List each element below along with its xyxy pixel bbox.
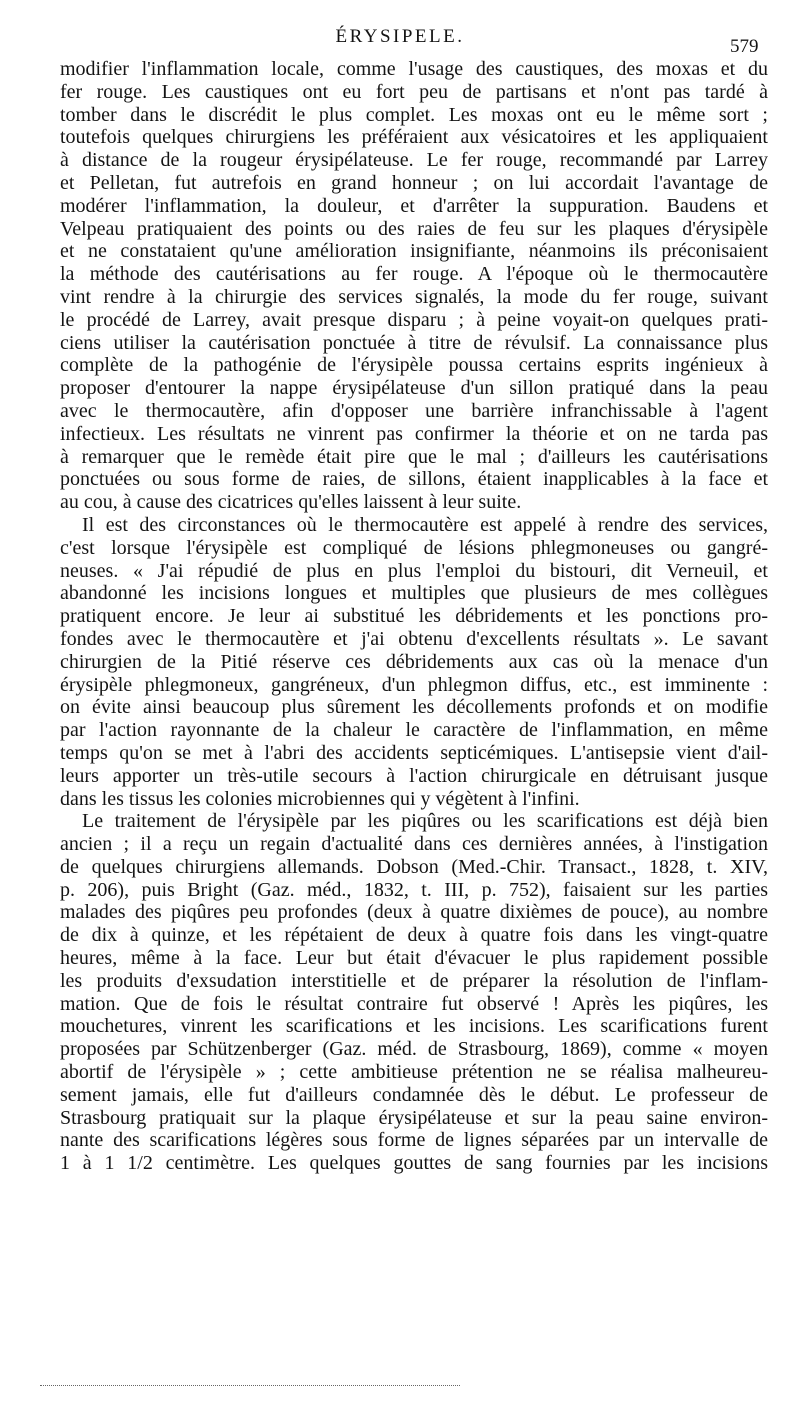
text-line: 1 à 1 1/2 centimètre. Les quelques gouttes de sang fournies par les incisions bbox=[60, 1152, 768, 1175]
text-line: temps qu'on se met à l'abri des accidents septicémiques. L'antisepsie vient d'ail- bbox=[60, 741, 768, 764]
text-line: toutefois quelques chirurgiens les préféraient aux vésicatoires et les appliquaient bbox=[60, 126, 768, 149]
text-line: abortif de l'érysipèle » ; cette ambitieuse prétention ne se réalisa malheureu- bbox=[60, 1061, 768, 1084]
text-line: neuses. « J'ai répudié de plus en plus l'emploi du bistouri, dit Verneuil, et bbox=[60, 559, 768, 582]
text-line: tomber dans le discrédit le plus complet. Les moxas ont eu le même sort ; bbox=[60, 103, 768, 126]
text-line: au cou, à cause des cicatrices qu'elles laissent à leur suite. bbox=[60, 491, 522, 514]
text-line: ancien ; il a reçu un regain d'actualité dans ces dernières années, à l'instigation bbox=[60, 833, 768, 856]
text-line: les produits d'exsudation interstitielle et de préparer la résolution de l'inflam- bbox=[60, 969, 768, 992]
paragraph-thermocautere bbox=[60, 514, 768, 810]
text-line: Le traitement de l'érysipèle par les piqûres ou les scarifications est déjà bien bbox=[82, 810, 768, 833]
text-line: par l'action rayonnante de la chaleur le caractère de l'inflammation, en même bbox=[60, 719, 768, 742]
text-line: chirurgien de la Pitié réserve ces débridements aux cas où la menace d'un bbox=[60, 650, 768, 673]
text-line: nante des scarifications légères sous forme de lignes séparées par un intervalle de bbox=[60, 1129, 768, 1152]
text-line: vint rendre à la chirurgie des services signalés, la mode du fer rouge, suivant bbox=[60, 285, 768, 308]
text-line: proposer d'entourer la nappe érysipélateuse d'un sillon pratiqué dans la peau bbox=[60, 377, 768, 400]
text-line: Velpeau pratiquaient des points ou des raies de feu sur les plaques d'érysipèle bbox=[60, 217, 768, 240]
text-line: modifier l'inflammation locale, comme l'usage des caustiques, des moxas et du bbox=[60, 58, 768, 80]
text-line: érysipèle phlegmoneux, gangréneux, d'un phlegmon diffus, etc., est imminente : bbox=[60, 673, 768, 696]
paragraph-fer-rouge bbox=[60, 58, 768, 514]
text-line: de quelques chirurgiens allemands. Dobson (Med.-Chir. Transact., 1828, t. XIV, bbox=[60, 855, 768, 878]
text-line: sement jamais, elle fut d'ailleurs condamnée dès le début. Le professeur de bbox=[60, 1083, 768, 1106]
text-line: modérer l'inflammation, la douleur, et d'arrêter la suppuration. Baudens et bbox=[60, 194, 768, 217]
paragraph-scarifications bbox=[60, 810, 768, 1175]
text-line: pratiquent encore. Je leur ai substitué les débridements et les ponctions pro- bbox=[60, 605, 768, 628]
footer-dotted-rule bbox=[40, 1385, 460, 1386]
text-line: c'est lorsque l'érysipèle est compliqué de lésions phlegmoneuses ou gangré- bbox=[60, 536, 768, 559]
text-line: heures, même à la face. Leur but était d'évacuer le plus rapidement possible bbox=[60, 947, 768, 970]
text-line: de dix à quinze, et les répétaient de deux à quatre fois dans les vingt-quatre bbox=[60, 924, 768, 947]
text-line: le procédé de Larrey, avait presque disparu ; à peine voyait-on quelques prati- bbox=[60, 308, 768, 331]
text-line: malades des piqûres peu profondes (deux à quatre dixièmes de pouce), au nombre bbox=[60, 901, 768, 924]
text-line: fer rouge. Les caustiques ont eu fort peu de partisans et n'ont pas tardé à bbox=[60, 80, 768, 103]
running-title: ÉRYSIPELE. bbox=[335, 26, 465, 47]
text-line: infectieux. Les résultats ne vinrent pas confirmer la théorie et on ne tarda pas bbox=[60, 422, 768, 445]
text-line: complète de la pathogénie de l'érysipèle poussa certains esprits ingénieux à bbox=[60, 354, 768, 377]
text-line: abandonné les incisions longues et multiples que plusieurs de mes collègues bbox=[60, 582, 768, 605]
text-line: mation. Que de fois le résultat contraire fut observé ! Après les piqûres, les bbox=[60, 992, 768, 1015]
page-number: 579 bbox=[730, 36, 759, 57]
text-line: ponctuées ou sous forme de raies, de sillons, étaient inapplicables à la face et bbox=[60, 468, 768, 491]
text-line: on évite ainsi beaucoup plus sûrement les décollements profonds et on modifie bbox=[60, 696, 768, 719]
text-line: dans les tissus les colonies microbiennes qui y végètent à l'infini. bbox=[60, 787, 580, 810]
text-line: proposées par Schützenberger (Gaz. méd. de Strasbourg, 1869), comme « moyen bbox=[60, 1038, 768, 1061]
text-line: Strasbourg pratiquait sur la plaque érysipélateuse et sur la peau saine environ- bbox=[60, 1106, 768, 1129]
text-line: à remarquer que le remède était pire que le mal ; d'ailleurs les cautérisations bbox=[60, 445, 768, 468]
text-line: la méthode des cautérisations au fer rouge. A l'époque où le thermocautère bbox=[60, 263, 768, 286]
text-line: ciens utiliser la cautérisation ponctuée à titre de révulsif. La connaissance plus bbox=[60, 331, 768, 354]
text-line: Il est des circonstances où le thermocautère est appelé à rendre des services, bbox=[82, 513, 768, 536]
text-line: à distance de la rougeur érysipélateuse. Le fer rouge, recommandé par Larrey bbox=[60, 149, 768, 172]
text-line: fondes avec le thermocautère et j'ai obtenu d'excellents résultats ». Le savant bbox=[60, 627, 768, 650]
text-line: avec le thermocautère, afin d'opposer une barrière infranchissable à l'agent bbox=[60, 399, 768, 422]
text-line: et Pelletan, fut autrefois en grand honneur ; on lui accordait l'avantage de bbox=[60, 171, 768, 194]
text-line: p. 206), puis Bright (Gaz. méd., 1832, t. III, p. 752), faisaient sur les parties bbox=[60, 878, 768, 901]
text-line: mouchetures, vinrent les scarifications et les incisions. Les scarifications furent bbox=[60, 1015, 768, 1038]
body-text bbox=[60, 58, 768, 1175]
text-line: leurs apporter un très-utile secours à l'action chirurgicale en détruisant jusque bbox=[60, 764, 768, 787]
text-line: et ne constataient qu'une amélioration insignifiante, néanmoins ils préconisaient bbox=[60, 240, 768, 263]
